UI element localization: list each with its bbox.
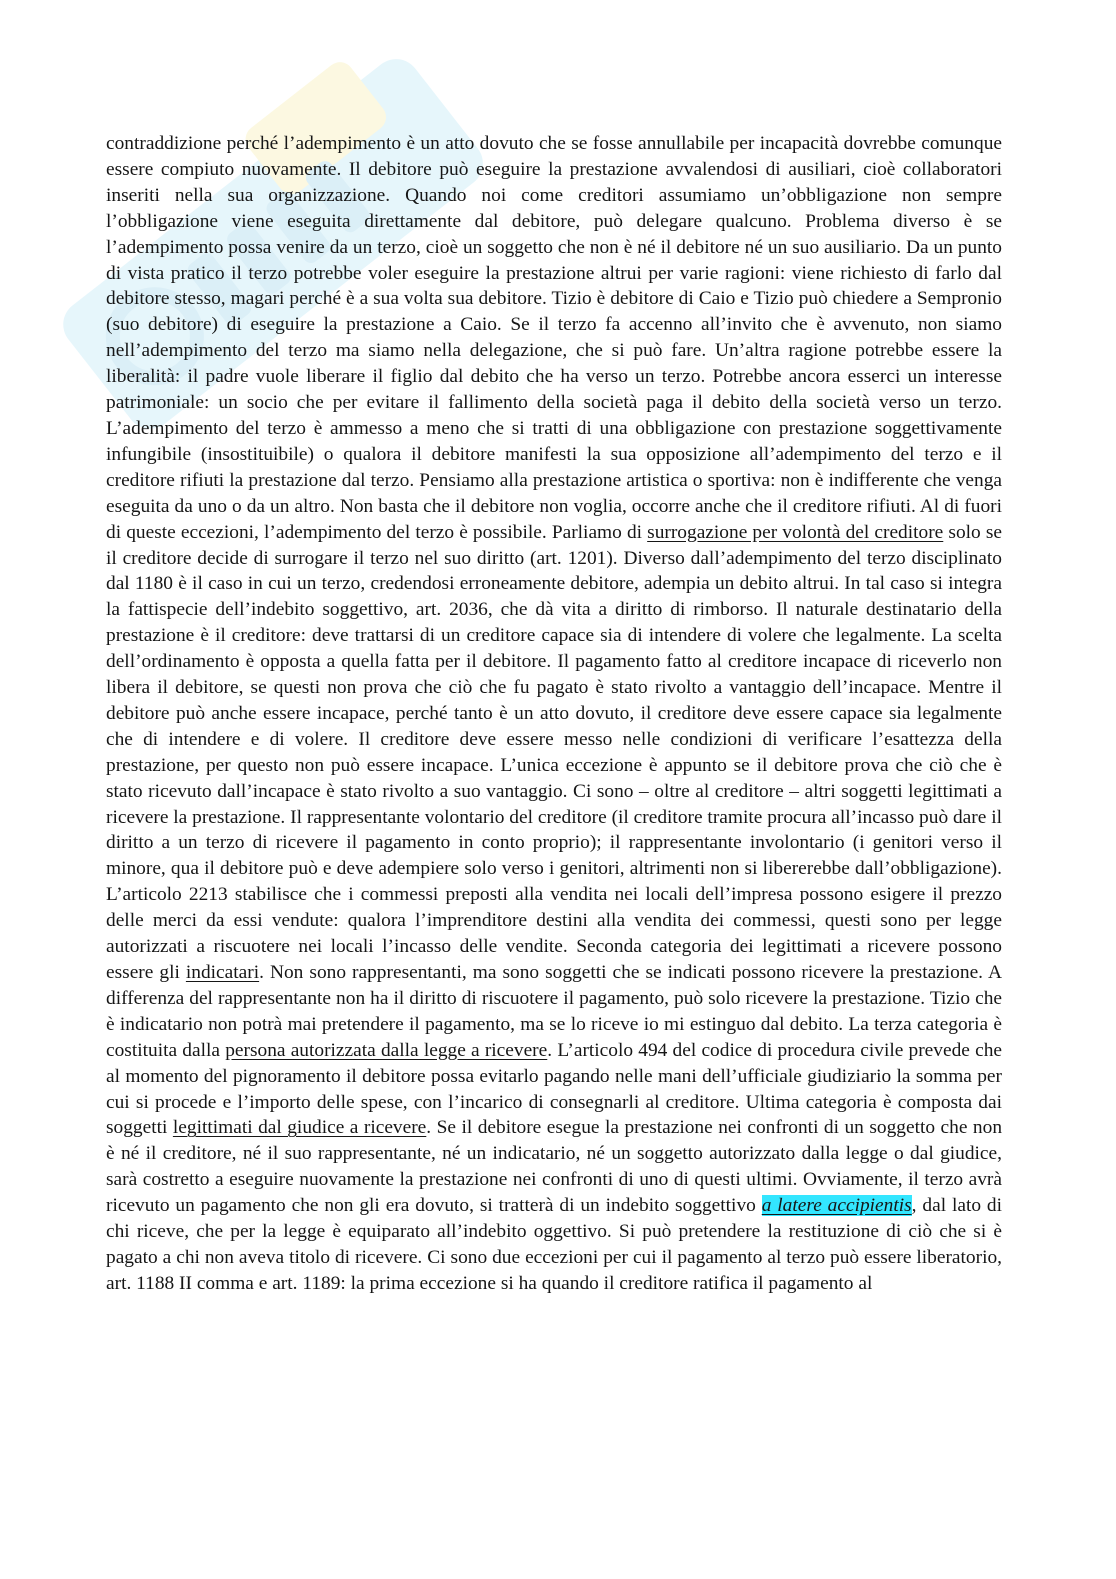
underlined-term: persona autorizzata dalla legge a ricevere	[225, 1039, 548, 1061]
underlined-term: surrogazione per volontà del creditore	[647, 521, 944, 543]
highlighted-term: a latere accipientis	[761, 1195, 912, 1217]
text-segment: . L’articolo 494 del codice di procedura civile prevede che al momento del pignoramento il debitore possa evitarlo pagando nelle mani dell’ufficiale giudiziario la somma per cui si procede e l’importo delle spese, con l’incarico di consegnarli al creditore. Ultima categoria è composta dai soggetti	[106, 1039, 1002, 1139]
underlined-term: indicatari	[185, 962, 260, 983]
underlined-term: legittimati dal giudice a ricevere	[172, 1117, 427, 1139]
text-segment: . Se il debitore esegue la prestazione nei confronti di un soggetto che non è né il creditore, né il suo rappresentante, né un indicatario, né un soggetto autorizzato dalla legge o dal giudice, sarà costretto a eseguire nuovamente la prestazione nei confronti di uno di questi ultimi. Ovviamente, il terzo avrà ricevuto un pagamento che non gli era dovuto, si tratterà di un indebito soggettivo	[106, 1117, 1003, 1217]
document-paragraph	[106, 131, 1002, 1297]
text-segment: solo se il creditore decide di surrogare il terzo nel suo diritto (art. 1201). Diverso dall’adempimento del terzo disciplinato dal 1180 è il caso in cui un terzo, credendosi erroneamente debitore, adempia un debito altrui. In tal caso si integra la fattispecie dell’indebito soggettivo, art. 2036, che dà vita a diritto di rimborso. Il naturale destinatario della prestazione è il creditore: deve trattarsi di un creditore capace sia di intendere di volere che legalmente. La scelta dell’ordinamento è opposta a quella fatta per il debitore. Il pagamento fatto al creditore incapace di riceverlo non libera il debitore, se questi non prova che ciò che fu pagato è stato rivolto a vantaggio dell’incapace. Mentre il debitore può anche essere incapace, perché tanto è un atto dovuto, il creditore deve essere capace sia legalmente che di intendere e di volere. Il creditore deve essere messo nelle condizioni di verificare l’esattezza della prestazione, per questo non può essere incapace. L’unica eccezione è appunto se il debitore prova che ciò che è stato ricevuto dall’incapace è stato rivolto a suo vantaggio. Ci sono – oltre al creditore – altri soggetti legittimati a ricevere la prestazione. Il rappresentante volontario del creditore (il creditore tramite procura all’incasso può dare il diritto a un terzo di ricevere il pagamento in conto proprio); il rappresentante involontario (i genitori verso il minore, qua il debitore può e deve adempiere solo verso i genitori, altrimenti non si libererebbe dall’obbligazione). L’articolo 2213 stabilisce che i commessi preposti alla vendita nei locali dell’impresa possono esigere il prezzo delle merci da essi vendute: qualora l’imprenditore destini alla vendita dei commessi, questi sono per legge autorizzati a riscuotere nei locali l’incasso delle vendite. Seconda categoria dei legittimati a ricevere possono essere gli	[106, 521, 1002, 983]
text-segment: . Non sono rappresentanti, ma sono soggetti che se indicati possono ricevere la prestazione. A differenza del rappresentante non ha il diritto di riscuotere il pagamento, può solo ricevere la prestazione. Tizio che è indicatario non potrà mai pretendere il pagamento, ma se lo riceve io mi estinguo dal debito. La terza categoria è costituita dalla	[106, 962, 1002, 1061]
document-body	[106, 131, 1002, 1297]
text-segment: , dal lato di chi riceve, che per la legge è equiparato all’indebito oggettivo. Si può pretendere la restituzione di ciò che si è pagato a chi non aveva titolo di ricevere. Ci sono due eccezioni per cui il pagamento al terzo può essere liberatorio, art. 1188 II comma e art. 1189: la prima eccezione si ha quando il creditore ratifica il pagamento al	[106, 1195, 1002, 1294]
text-segment: contraddizione perché l’adempimento è un atto dovuto che se fosse annullabile per incapacità dovrebbe comunque essere compiuto nuovamente. Il debitore può eseguire la prestazione avvalendosi di ausiliari, cioè collaboratori inseriti nella sua organizzazione. Quando noi come creditori assumiamo un’obbligazione non sempre l’obbligazione viene eseguita direttamente dal debitore, può delegare qualcuno. Problema diverso è se l’adempimento possa venire da un terzo, cioè un soggetto che non è né il debitore né un suo ausiliario. Da un punto di vista pratico il terzo potrebbe voler eseguire la prestazione altrui per varie ragioni: viene richiesto di farlo dal debitore stesso, magari perché è a sua volta sua debitore. Tizio è debitore di Caio e Tizio può chiedere a Sempronio (suo debitore) di eseguire la prestazione a Caio. Se il terzo fa accenno all’invito che è avvenuto, non siamo nell’adempimento del terzo ma siamo nella delegazione, che si può fare. Un’altra ragione potrebbe essere la liberalità: il padre vuole liberare il figlio dal debito che ha verso un terzo. Potrebbe ancora esserci un interesse patrimoniale: un socio che per evitare il fallimento della società paga il debito della società verso un terzo. L’adempimento del terzo è ammesso a meno che si tratti di una obbligazione con prestazione soggettivamente infungibile (insostituibile) o qualora il debitore manifesti la sua opposizione all’adempimento del terzo e il creditore rifiuti la prestazione dal terzo. Pensiamo alla prestazione artistica o sportiva: non è indifferente che venga eseguita da uno o da un altro. Non basta che il debitore non voglia, occorre anche che il creditore rifiuti. Al di fuori di queste eccezioni, l’adempimento del terzo è possibile. Parliamo di	[106, 133, 1002, 543]
